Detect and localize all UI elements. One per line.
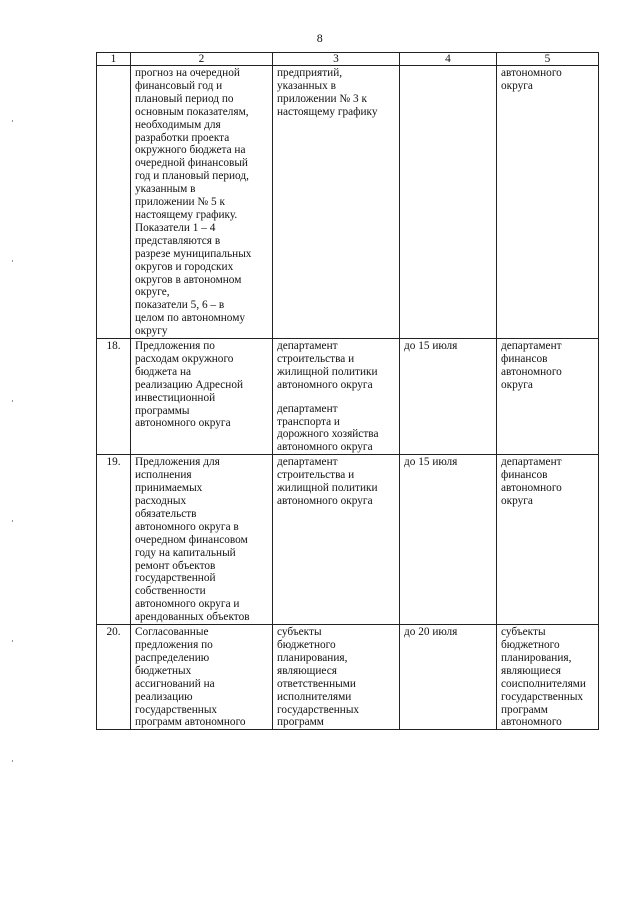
cell-text-line: государственной — [135, 572, 216, 585]
cell-text-line: окружного бюджета на — [135, 144, 246, 157]
cell-text-line: показатели 5, 6 – в — [135, 299, 225, 312]
cell-text-line: автономного округа — [277, 441, 373, 454]
cell-text-line: прогноз на очередной — [135, 67, 240, 79]
cell-text-line: исполнителями — [277, 690, 352, 703]
cell-text-line: финансов — [501, 469, 548, 482]
column-header: 3 — [273, 53, 400, 66]
scan-artifact — [12, 640, 13, 642]
cell-text-line: Показатели 1 – 4 — [135, 221, 216, 234]
scan-artifact — [12, 400, 13, 402]
cell-text-line: округа — [501, 378, 533, 391]
cell-text-line: департамент — [277, 340, 338, 353]
row-number — [97, 66, 131, 339]
cell-text-line: распределению — [135, 651, 210, 664]
cell-text-line: разработки проекта — [135, 131, 230, 144]
deadline-cell: до 15 июля — [400, 455, 497, 625]
cell-text-line: программы — [135, 404, 190, 417]
cell-text-line: государственных — [277, 703, 360, 716]
cell-text-line: субъекты — [277, 626, 322, 639]
cell-text-line: приложении № 5 к — [135, 196, 225, 209]
cell-text-line: обязательств — [135, 507, 197, 520]
cell-text-line: приложении № 3 к — [277, 92, 367, 105]
cell-text-line: предприятий, — [277, 67, 343, 79]
cell-text-line: являющиеся — [501, 664, 561, 677]
cell-text-line: программ — [501, 703, 548, 716]
task-description-cell — [131, 339, 273, 455]
cell-text-line: автономного округа в — [135, 520, 239, 533]
row-number: 19. — [97, 455, 131, 625]
scan-artifact — [12, 520, 13, 522]
task-description-cell — [131, 66, 273, 339]
cell-text-line: принимаемых — [135, 482, 203, 495]
cell-text-line: необходимым для — [135, 118, 221, 131]
cell-text-line: жилищной политики — [277, 482, 378, 495]
column-header: 2 — [131, 53, 273, 66]
cell-text-line: целом по автономному — [135, 312, 246, 325]
deadline-cell: до 20 июля — [400, 625, 497, 730]
cell-text-line: планирования, — [501, 651, 572, 664]
row-number: 18. — [97, 339, 131, 455]
responsible-cell — [273, 339, 400, 455]
cell-text-line: департамент — [277, 402, 338, 415]
group-spacer — [277, 392, 395, 403]
cell-text-line: округов в автономном — [135, 273, 242, 286]
cell-text-line: реализацию — [135, 690, 193, 703]
cell-text-line: финансов — [501, 352, 548, 365]
cell-text-line: бюджетного — [501, 638, 560, 651]
cell-text-line: транспорта и — [277, 415, 340, 428]
cell-text-line: департамент — [501, 456, 562, 469]
cell-text-line: расходам окружного — [135, 352, 234, 365]
deadline-cell — [400, 66, 497, 339]
cell-text-line: год и плановый период, — [135, 170, 249, 183]
cell-text-line: представляются в — [135, 234, 221, 247]
scan-artifact — [12, 760, 13, 762]
responsible-cell — [273, 625, 400, 730]
cell-text-line: округа — [501, 79, 533, 92]
recipient-cell — [497, 339, 599, 455]
cell-text-line: строительства и — [277, 352, 355, 365]
table-row — [97, 339, 599, 455]
cell-text-line: бюджетных — [135, 664, 192, 677]
cell-text-line: автономного — [501, 482, 562, 495]
scan-artifact — [12, 260, 13, 262]
cell-text-line: очередной финансовый — [135, 157, 248, 170]
cell-text-line: расходных — [135, 495, 187, 507]
cell-text-line: автономного округа и — [135, 598, 240, 611]
cell-text-line: государственных — [135, 703, 218, 716]
column-header: 5 — [497, 53, 599, 66]
cell-text-line: предложения по — [135, 638, 213, 651]
cell-text-line: автономного — [501, 716, 562, 729]
cell-text-line: настоящему графику. — [135, 208, 238, 221]
column-header: 1 — [97, 53, 131, 66]
cell-text-line: настоящему графику — [277, 105, 378, 118]
cell-text-line: жилищной политики — [277, 365, 378, 378]
cell-text-line: государственных — [501, 690, 584, 703]
page-number: 8 — [316, 31, 324, 45]
cell-text-line: субъекты — [501, 626, 546, 639]
table-row — [97, 455, 599, 625]
responsible-cell — [273, 455, 400, 625]
cell-text-line: бюджетного — [277, 638, 336, 651]
cell-text-line: автономного округа — [135, 417, 231, 430]
task-description-cell — [131, 625, 273, 730]
cell-text-line: исполнения — [135, 469, 192, 482]
cell-text-line: автономного округа — [277, 495, 373, 507]
row-number: 20. — [97, 625, 131, 730]
cell-text-line: Предложения для — [135, 456, 220, 469]
column-header: 4 — [400, 53, 497, 66]
cell-text-line: программ — [277, 716, 324, 729]
cell-text-line: ремонт объектов — [135, 559, 216, 572]
cell-text-line: ассигнований на — [135, 677, 215, 690]
cell-text-line: очередном финансовом — [135, 533, 248, 546]
cell-text-line: Предложения по — [135, 340, 215, 353]
header-row — [97, 53, 599, 66]
cell-text-line: ответственными — [277, 677, 356, 690]
cell-text-line: дорожного хозяйства — [277, 428, 379, 441]
table-row — [97, 66, 599, 339]
task-description-cell — [131, 455, 273, 625]
cell-text-line: финансовый год и — [135, 79, 223, 92]
cell-text-line: инвестиционной — [135, 391, 216, 404]
cell-text-line: соисполнителями — [501, 677, 586, 690]
cell-text-line: реализацию Адресной — [135, 378, 244, 391]
cell-text-line: году на капитальный — [135, 546, 236, 559]
cell-text-line: основным показателям, — [135, 105, 249, 118]
recipient-cell — [497, 455, 599, 625]
cell-text-line: автономного — [501, 67, 562, 79]
table-row — [97, 625, 599, 730]
cell-text-line: плановый период по — [135, 92, 234, 105]
cell-text-line: округу — [135, 325, 168, 338]
cell-text-line: Согласованные — [135, 626, 209, 639]
cell-text-line: департамент — [277, 456, 338, 469]
cell-text-line: округа — [501, 495, 533, 507]
cell-text-line: округе, — [135, 286, 170, 299]
cell-text-line: программ автономного — [135, 716, 246, 729]
cell-text-line: автономного округа — [277, 378, 373, 391]
recipient-cell — [497, 625, 599, 730]
cell-text-line: указанным в — [135, 183, 196, 196]
cell-text-line: разрезе муниципальных — [135, 247, 252, 260]
cell-text-line: округов и городских — [135, 260, 234, 273]
deadline-cell: до 15 июля — [400, 339, 497, 455]
cell-text-line: собственности — [135, 585, 206, 598]
recipient-cell — [497, 66, 599, 339]
cell-text-line: арендованных объектов — [135, 611, 250, 624]
cell-text-line: планирования, — [277, 651, 348, 664]
responsible-cell — [273, 66, 400, 339]
schedule-table — [96, 52, 599, 730]
cell-text-line: департамент — [501, 340, 562, 353]
scan-artifact — [12, 120, 13, 122]
cell-text-line: бюджета на — [135, 365, 192, 378]
cell-text-line: автономного — [501, 365, 562, 378]
cell-text-line: указанных в — [277, 79, 336, 92]
cell-text-line: строительства и — [277, 469, 355, 482]
cell-text-line: являющиеся — [277, 664, 337, 677]
